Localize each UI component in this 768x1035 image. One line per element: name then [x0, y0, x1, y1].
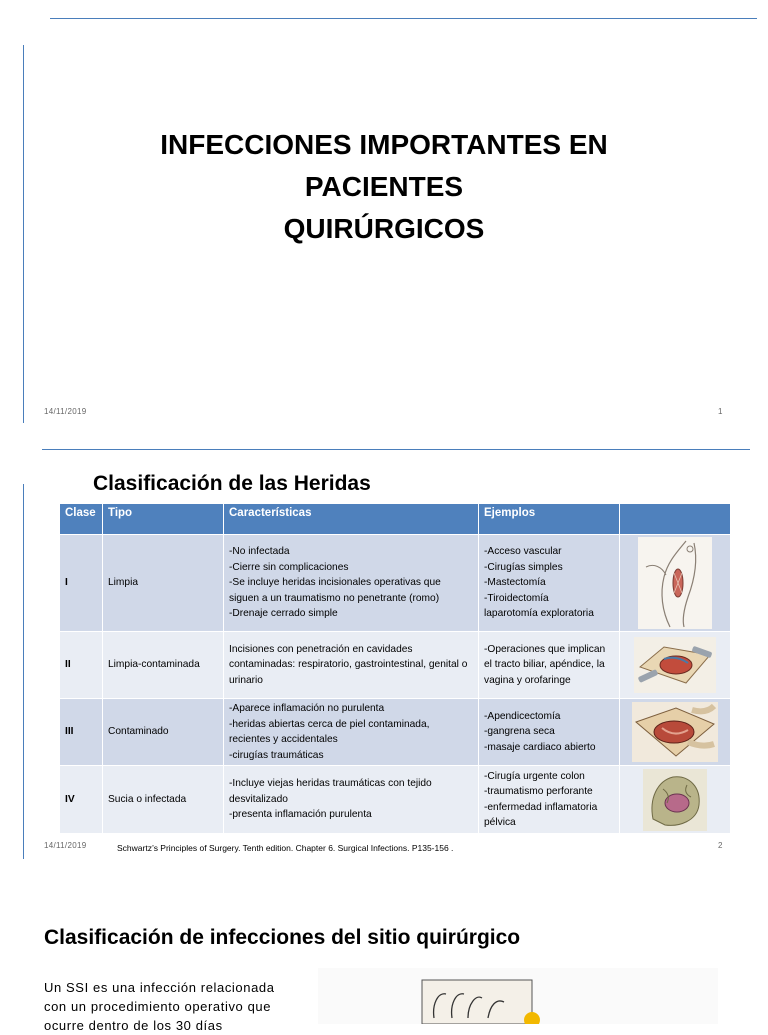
- caracteristica-line: -cirugías traumáticas: [229, 749, 324, 761]
- header-clase: Clase: [60, 504, 103, 535]
- row-caracteristicas: [224, 632, 479, 699]
- ejemplo-line: -enfermedad inflamatoria pélvica: [484, 801, 598, 828]
- ejemplo-line: -traumatismo perforante: [484, 786, 593, 797]
- caracteristica-line: -No infectada: [229, 546, 290, 558]
- row-image-cell: [620, 766, 731, 834]
- slide2-reference: Schwartz’s Principles of Surgery. Tenth edition. Chapter 6. Surgical Infections. P135-156 .: [117, 843, 454, 853]
- wound-classification-table: [59, 503, 731, 834]
- slide1-title-line: INFECCIONES IMPORTANTES EN: [160, 129, 608, 160]
- slide2-date: 14/11/2019: [44, 841, 87, 850]
- table-row: [60, 632, 731, 699]
- slide1-title: [100, 124, 668, 250]
- slide2-title: Clasificación de las Heridas: [93, 472, 371, 495]
- row-image-cell: [620, 699, 731, 766]
- row-clase: II: [60, 632, 103, 699]
- slide2-left-rule: [23, 484, 24, 859]
- slide2-page-number: 2: [718, 841, 723, 850]
- ejemplo-line: -Cirugías simples: [484, 561, 563, 573]
- header-caracteristicas: Características: [224, 504, 479, 535]
- ejemplo-line: -Apendicectomía: [484, 710, 561, 722]
- row-clase: IV: [60, 766, 103, 834]
- slide1-top-rule: [50, 18, 757, 19]
- body-line: con un procedimiento operativo que: [44, 999, 272, 1014]
- slide1-date: 14/11/2019: [44, 407, 87, 416]
- row-image-cell: [620, 632, 731, 699]
- slide1-left-rule: [23, 45, 24, 423]
- slide3-title: Clasificación de infecciones del sitio quirúrgico: [44, 926, 521, 949]
- table-row: [60, 766, 731, 834]
- row-tipo: Sucia o infectada: [103, 766, 224, 834]
- caracteristica-line: -Aparece inflamación no purulenta: [229, 703, 385, 714]
- slide2-top-rule: [42, 449, 750, 450]
- body-line: Un SSI es una infección relacionada: [44, 980, 275, 995]
- slide3-body: [44, 978, 296, 1035]
- ejemplo-line: -Tiroidectomía: [484, 592, 549, 604]
- table-header-row: [60, 504, 731, 535]
- caracteristica-line: -heridas abiertas cerca de piel contaminada, recientes y accidentales: [229, 718, 430, 745]
- header-tipo: Tipo: [103, 504, 224, 535]
- ejemplo-line: -gangrena seca: [484, 726, 555, 738]
- ejemplo-line: -masaje cardiaco abierto: [484, 741, 596, 753]
- row-ejemplos: [479, 699, 620, 766]
- ejemplo-line: -Operaciones que implican el tracto biliar, apéndice, la vagina y orofaringe: [484, 643, 606, 686]
- surgical-illustration-neck: [638, 537, 712, 629]
- row-tipo: Contaminado: [103, 699, 224, 766]
- row-ejemplos: [479, 766, 620, 834]
- surgical-illustration-colon: [643, 769, 707, 831]
- row-tipo: Limpia: [103, 535, 224, 632]
- caracteristica-line: Incisiones con penetración en cavidades contaminadas: respiratorio, gastrointestinal, genital o urinario: [229, 643, 468, 686]
- caracteristica-line: -Incluye viejas heridas traumáticas con tejido desvitalizado: [229, 778, 432, 805]
- table-row: [60, 535, 731, 632]
- surgical-illustration-abdomen-retractor: [634, 637, 716, 693]
- caracteristica-line: -Se incluye heridas incisionales operativas que siguen a un traumatismo no penetrante (romo): [229, 577, 441, 604]
- surgical-illustration-open-cavity: [632, 702, 718, 762]
- row-image-cell: [620, 535, 731, 632]
- header-ejemplos: Ejemplos: [479, 504, 620, 535]
- row-tipo: Limpia-contaminada: [103, 632, 224, 699]
- row-caracteristicas: [224, 766, 479, 834]
- header-image: [620, 504, 731, 535]
- ejemplo-line: -Mastectomía: [484, 577, 546, 589]
- ejemplo-line: -Cirugía urgente colon: [484, 770, 585, 782]
- row-caracteristicas: [224, 699, 479, 766]
- ejemplo-line: laparotomía exploratoria: [484, 608, 594, 620]
- caracteristica-line: -presenta inflamación purulenta: [229, 809, 372, 821]
- body-line: ocurre dentro de los 30 días: [44, 1018, 223, 1033]
- row-ejemplos: [479, 632, 620, 699]
- caracteristica-line: -Cierre sin complicaciones: [229, 561, 349, 573]
- row-clase: III: [60, 699, 103, 766]
- slide1-page-number: 1: [718, 407, 723, 416]
- row-clase: I: [60, 535, 103, 632]
- slide1-title-line: QUIRÚRGICOS: [283, 213, 485, 244]
- slide1-title-line: PACIENTES: [304, 171, 464, 202]
- row-caracteristicas: [224, 535, 479, 632]
- ssi-illustration: [318, 968, 718, 1024]
- caracteristica-line: -Drenaje cerrado simple: [229, 608, 338, 620]
- row-ejemplos: [479, 535, 620, 632]
- table-row: [60, 699, 731, 766]
- ejemplo-line: -Acceso vascular: [484, 546, 562, 558]
